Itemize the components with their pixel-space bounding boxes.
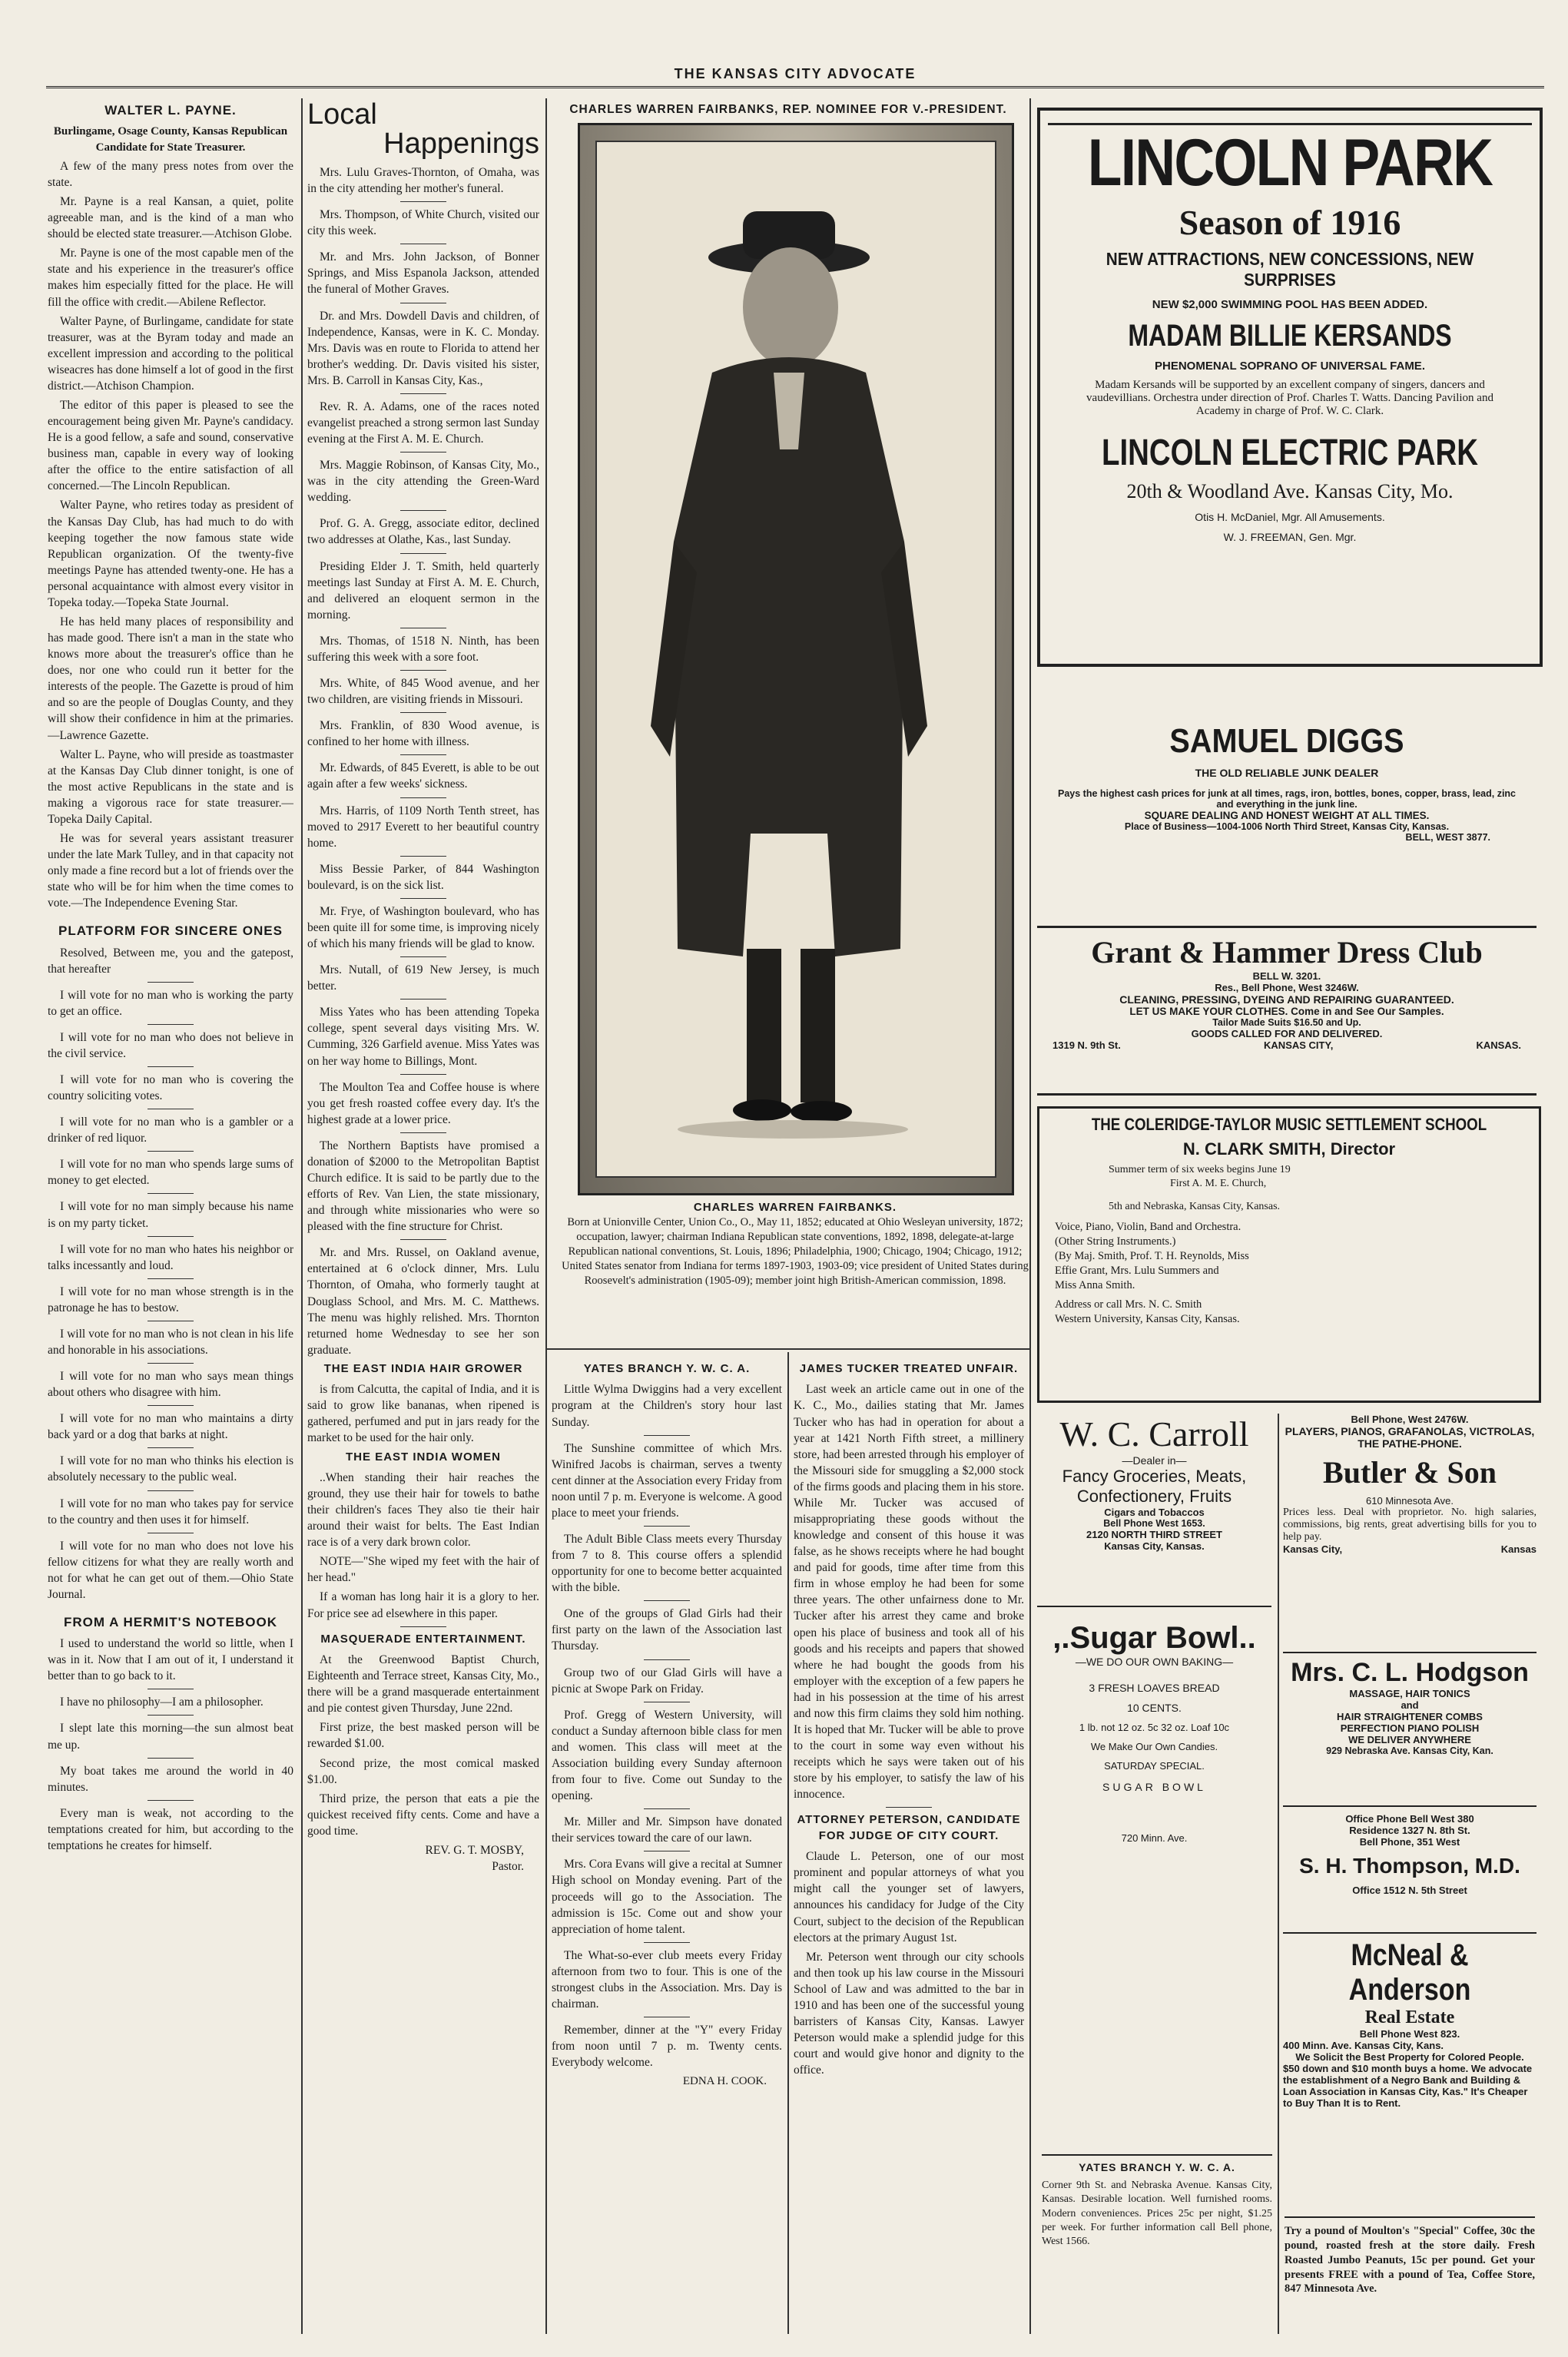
diggs-line2: SQUARE DEALING AND HONEST WEIGHT AT ALL TIMES. (1144, 810, 1430, 821)
music-line: First A. M. E. Church, (1170, 1178, 1267, 1189)
ywca-item: The Sunshine committee of which Mrs. Winifred Jacobs is chairman, serves a twenty cent dinner at the Association every Friday from noon until 7 p. m. Everyone is welcome. A good place to meet your friends. (552, 1441, 782, 1520)
tucker-text: Last week an article came out in one of the K. C., Mo., dailies stating that Mr. James Tucker who has had in operation for about a year at 1421 North Fifth street, a millinery store, had been arrested through his employer of the Missouri side for smuggling a $2,000 stock of the firms goods and placing them in his store. While Mr. Tucker was accused of misappropriating these goods without the knowledge and consent of this house it was false, as he shows receipts where he had bought and paid for goods, time after time from this firm in whose employ he had been for some three years. The other unfairness done to Mr. Tucker after his arrest they came and broke open his place of business and took all of his goods and his receipts and papers that showed where he had bought the goods from his employer with the exception of a few papers he had in his possession at the time of his arrest and now this firm claims they sold him nothing. It is hoped that Mr. Tucker will be able to prove to the court in some way even without his receipts which he says were taken out of his store by his employer, to satisfy the law of his innocence. (794, 1383, 1024, 1802)
music-line: Western University, Kansas City, Kansas. (1055, 1313, 1240, 1325)
peterson-text: Mr. Peterson went through our city schools and then took up his law course in the Missouri School of Law and was admitted to the bar in 1910 and has been one of the successful young barristers of Kansas City, Kansas. Lawyer Peterson would make a splendid judge for this court and would give honor and dignity to the office. (794, 1950, 1024, 2077)
ywca-item: Mr. Miller and Mr. Simpson have donated their services toward the care of our lawn. (552, 1815, 782, 1845)
ad-samuel-diggs (1037, 722, 1537, 914)
women-note: If a woman has long hair it is a glory to her. For price see ad elsewhere in this paper. (307, 1590, 539, 1620)
column-rule (787, 1352, 789, 2334)
masquerade-text: At the Greenwood Baptist Church, Eighteenth and Terrace street, Kansas City, Mo., there will be a grand masquerade entertainment and pie contest given Thursday, June 22nd. (307, 1653, 539, 1716)
column-tucker (794, 1358, 1024, 2334)
local-title-line1: Local (307, 98, 377, 131)
music-line: Address or call Mrs. N. C. Smith (1055, 1298, 1202, 1311)
grant-l2: LET US MAKE YOUR CLOTHES. Come in and See Our Samples. (1129, 1006, 1444, 1017)
grant-name: Grant & Hammer Dress Club (1091, 935, 1483, 970)
local-items (307, 164, 539, 1358)
payne-paragraph: He was for several years assistant treasurer under the late Mark Tulley, and in that capacity not only made a fine record but a lot of friends over the state who will be for him when the time comes to vote.—The Independence Evening Star. (48, 832, 293, 910)
thompson-name: S. H. Thompson, M.D. (1299, 1854, 1520, 1878)
local-item: Mrs. White, of 845 Wood avenue, and her two children, are visiting friends in Missouri. (307, 677, 539, 707)
ad-mcneal (1283, 1932, 1537, 2164)
payne-paragraph: A few of the many press notes from over the state. (48, 159, 293, 189)
hermit-item: I slept late this morning—the sun almost beat me up. (48, 1722, 293, 1752)
carroll-dealer: —Dealer in— (1122, 1454, 1187, 1467)
platform-item: I will vote for no man who is a gambler or a drinker of red liquor. (48, 1116, 293, 1145)
sugar-special: SATURDAY SPECIAL. (1104, 1760, 1205, 1772)
platform-item: Resolved, Between me, you and the gatepost, that hereafter (48, 946, 293, 976)
ad-lincoln-park (1037, 108, 1543, 667)
sugar-loaf: 1 lb. not 12 oz. 5c 32 oz. Loaf 10c (1079, 1722, 1230, 1733)
payne-paragraph: The editor of this paper is pleased to see the encouragement being given Mr. Payne's candidacy. He is a good fellow, a safe and sound, conservative business man, capable in every way of looking after the office to the entire satisfaction of all concerned.—The Lincoln Republican. (48, 398, 293, 493)
platform-item: I will vote for no man who spends large sums of money to get elected. (48, 1158, 293, 1188)
music-line: Voice, Piano, Violin, Band and Orchestra. (1055, 1221, 1241, 1233)
women-headline: THE EAST INDIA WOMEN (346, 1450, 501, 1464)
music-line: Miss Anna Smith. (1055, 1279, 1135, 1291)
local-title-line2: Happenings (383, 128, 539, 160)
hermit-item: Every man is weak, not according to the temptations created for him, but according to the temptations he creates for himself. (48, 1806, 293, 1852)
hodgson-l1: MASSAGE, HAIR TONICS (1349, 1688, 1470, 1699)
butler-text: Prices less. Deal with proprietor. No. high salaries, commissions, big rents, great advertising bills for you to help pay. (1283, 1507, 1537, 1543)
fairbanks-caption (561, 1200, 1029, 1288)
fairbanks-headline: CHARLES WARREN FAIRBANKS, REP. NOMINEE FOR V.-PRESIDENT. (569, 103, 1007, 116)
ywca-signature: EDNA H. COOK. (682, 2075, 767, 2088)
masquerade-text: Third prize, the person that eats a pie the quickest received fifty cents. Come and have a good time. (307, 1792, 539, 1838)
platform-item: I will vote for no man whose strength is in the patronage he has to bestow. (48, 1285, 293, 1314)
platform-item: I will vote for no man who is not clean in his life and honorable in his associations. (48, 1327, 293, 1357)
masquerade-text: First prize, the best masked person will be rewarded $1.00. (307, 1721, 539, 1751)
women-note: NOTE—"She wiped my feet with the hair of her head." (307, 1555, 539, 1585)
lincoln-pool: NEW $2,000 SWIMMING POOL HAS BEEN ADDED. (1152, 298, 1428, 311)
diggs-phone: BELL, WEST 3877. (1405, 832, 1490, 843)
local-item: Miss Yates who has been attending Topeka college, spent several days visiting Mrs. W. Cumming, 326 Garfield avenue. Miss Yates was on her way home to Billings, Mont. (307, 1006, 539, 1068)
sugar-name: ,.Sugar Bowl.. (1053, 1621, 1256, 1655)
caption-title: CHARLES WARREN FAIRBANKS. (693, 1201, 897, 1214)
music-line: Summer term of six weeks begins June 19 (1109, 1164, 1291, 1175)
music-title: THE COLERIDGE-TAYLOR MUSIC SETTLEMENT SCHOOL (1091, 1115, 1487, 1134)
column-ywca (552, 1358, 782, 2334)
thompson-bell: Bell Phone, 351 West (1359, 1836, 1460, 1848)
local-item: Mr. and Mrs. John Jackson, of Bonner Springs, and Miss Espanola Jackson, attended the funeral of Mother Graves. (307, 250, 539, 297)
payne-paragraph: Mr. Payne is one of the most capable men of the state and his experience in the treasurer's office makes him especially fitted for the place. He will fill the office with credit.—Abilene Reflector. (48, 247, 293, 309)
local-item: Mrs. Harris, of 1109 North Tenth street, has moved to 2917 Everett to her beautiful country home. (307, 804, 539, 850)
mcneal-name: McNeal & Anderson (1348, 1938, 1471, 2007)
grant-address-row (1037, 1039, 1537, 1051)
local-happenings-title (307, 100, 539, 158)
local-item: The Northern Baptists have promised a donation of $2000 to the Metropolitan Baptist Church edifice. It is said to be partly due to the efforts of Rev. Van Lien, the state missionary, and through white missionaries who were so pleased with the fine structure for Christ. (307, 1139, 539, 1234)
butler-name: Butler & Son (1323, 1455, 1497, 1490)
grant-city: KANSAS CITY, (1264, 1039, 1334, 1051)
music-line: (By Maj. Smith, Prof. T. H. Reynolds, Miss (1055, 1250, 1249, 1262)
grant-state: KANSAS. (1476, 1039, 1521, 1051)
sugar-candies: We Make Our Own Candies. (1090, 1741, 1218, 1752)
hermit-item: My boat takes me around the world in 40 minutes. (48, 1764, 293, 1794)
ywca-item: Group two of our Glad Girls will have a picnic at Swope Park on Friday. (552, 1666, 782, 1696)
diggs-line3: Place of Business—1004-1006 North Third Street, Kansas City, Kansas. (1124, 821, 1450, 832)
payne-headline: WALTER L. PAYNE. (104, 103, 237, 118)
local-item: Mrs. Nutall, of 619 New Jersey, is much better. (307, 963, 539, 993)
butler-phone: Bell Phone, West 2476W. (1351, 1414, 1469, 1425)
hodgson-l5: WE DELIVER ANYWHERE (1348, 1734, 1471, 1745)
masquerade-signature: REV. G. T. MOSBY, (425, 1843, 524, 1857)
grant-address: 1319 N. 9th St. (1053, 1039, 1121, 1051)
platform-item: I will vote for no man who says mean things about others who disagree with him. (48, 1370, 293, 1400)
butler-state: Kansas (1500, 1543, 1537, 1555)
ywca-item: Little Wylma Dwiggins had a very excellent program at the Children's story hour last Sunday. (552, 1383, 782, 1429)
hodgson-l3: HAIR STRAIGHTENER COMBS (1337, 1711, 1483, 1722)
platform-item: I will vote for no man who does not love his fellow citizens for what they are really worth and not for what he can get out of them.—Ohio State Journal. (48, 1539, 293, 1601)
tucker-headline: JAMES TUCKER TREATED UNFAIR. (799, 1362, 1019, 1375)
local-item: Mr. and Mrs. Russel, on Oakland avenue, entertained at 6 o'clock dinner, Mrs. Lulu Thornton, of Omaha, who formerly taught at Douglass School, and Mrs. M. C. Matthews. The menu was highly relished. Mrs. Thornton returned home Wednesday to see her son graduate. (307, 1246, 539, 1357)
hermit-item: I used to understand the world so little, when I was in it. Now that I am out of it, I understand it better than to go back to it. (48, 1637, 293, 1683)
platform-item: I will vote for no man simply because his name is on my party ticket. (48, 1200, 293, 1230)
ywca-ad-text: Corner 9th St. and Nebraska Avenue. Kansas City, Kansas. Desirable location. Well furnished rooms. Modern conveniences. Prices 25c per night, $1.25 per week. For further information call Bell phone, West 1566. (1042, 2180, 1272, 2247)
payne-paragraph: He has held many places of responsibility and has made good. There isn't a man in the state who knows more about the treasurer's office than he does, nor one who could run it better for the interests of the people. The Gazette is proud of him and so are the people of Douglas County, and they will show their confidence in him at the primaries.—Lawrence Gazette. (48, 615, 293, 742)
masquerade-signature-title: Pastor. (492, 1859, 524, 1873)
sugar-loaves: 3 FRESH LOAVES BREAD (1089, 1682, 1220, 1694)
carroll-name: W. C. Carroll (1059, 1414, 1249, 1454)
local-item: Rev. R. A. Adams, one of the races noted evangelist preached a strong sermon last Sunday evening at the First A. M. E. Church. (307, 399, 539, 446)
local-item: The Moulton Tea and Coffee house is where you get fresh roasted coffee every day. It's the highest grade at a lower price. (307, 1080, 539, 1126)
mcneal-address: 400 Minn. Ave. Kansas City, Kans. (1283, 2040, 1444, 2051)
grant-res: Res., Bell Phone, West 3246W. (1215, 982, 1359, 993)
thompson-address: Office 1512 N. 5th Street (1352, 1885, 1467, 1896)
mcneal-phone: Bell Phone West 823. (1359, 2028, 1460, 2040)
hair-headline: THE EAST INDIA HAIR GROWER (323, 1361, 523, 1375)
hodgson-name: Mrs. C. L. Hodgson (1291, 1658, 1529, 1687)
mcneal-l2: $50 down and $10 month buys a home. We advocate the establishment of a Negro Bank and Building & Loan Association in Kansas City, Kas." It's Cheaper to Buy Than It is to Rent. (1283, 2063, 1533, 2109)
ywca-item: Mrs. Cora Evans will give a recital at Sumner High school on Monday evening. Part of the proceeds will go to the Association. The admission is 15c. Come out and show your appreciation of home talent. (552, 1858, 782, 1936)
masquerade-headline: MASQUERADE ENTERTAINMENT. (320, 1632, 526, 1646)
payne-paragraph: Walter Payne, who retires today as president of the Kansas Day Club, has had much to do with keeping together the now famous state wide Republican organization. Of the twenty-five meetings Payne has attended twenty-one. He has a personal acquaintance with almost every visitor in Topeka today.—Topeka State Journal. (48, 499, 293, 609)
ywca-item: The Adult Bible Class meets every Thursday from 7 to 8. This course offers a splendid opportunity for one to become better acquainted with the bible. (552, 1533, 782, 1595)
ad-butler (1283, 1414, 1537, 1644)
lincoln-park-title: LINCOLN PARK (1087, 126, 1493, 200)
music-director: N. CLARK SMITH, Director (1182, 1139, 1396, 1159)
diggs-line1: Pays the highest cash prices for junk at all times, rags, iron, bottles, bones, copper, brass, lead, zinc and everything in the junk line. (1057, 788, 1516, 810)
payne-paragraph: Mr. Payne is a real Kansan, a quiet, polite agreeable man, and is the kind of a man who should be elected state treasurer.—Atchison Globe. (48, 195, 293, 241)
hodgson-address: 929 Nebraska Ave. Kansas City, Kan. (1326, 1745, 1493, 1756)
ad-music-school (1037, 1106, 1541, 1403)
platform-headline: PLATFORM FOR SINCERE ONES (58, 923, 283, 939)
fairbanks-portrait (597, 142, 995, 1176)
carroll-cigars: Cigars and Tobaccos (1104, 1507, 1205, 1518)
payne-subhead: Burlingame, Osage County, Kansas Republican Candidate for State Treasurer. (53, 125, 288, 154)
ad-grant-hammer (1037, 926, 1537, 1096)
ywca-item: One of the groups of Glad Girls had their first party on the lawn of the Association last Thursday. (552, 1607, 782, 1653)
butler-city-row (1283, 1543, 1537, 1555)
peterson-text: Claude L. Peterson, one of our most prominent and popular attorneys of what you might call the younger set of lawyers, announces his candidacy for Judge of the City Court, subject to the decision of the Republican electors at the primary August 1st. (794, 1850, 1024, 1944)
caption-text: Born at Unionville Center, Union Co., O., May 11, 1852; educated at Ohio Wesleyan university, 1872; occupation, lawyer; chairman Indiana Republican state conventions, 1892, 1898, delegate-at-large Republican national conventions, St. Louis, 1896; Philadelphia, 1900; Chicago, 1904; Chicago, 1912; United States senator from Indiana for terms 1897-1903, 1903-09; vice president of United States during Roosevelt's administration (1905-09); member joint high British-American commission, 1898. (562, 1215, 1029, 1288)
lincoln-madam: MADAM BILLIE KERSANDS (1128, 319, 1452, 353)
column-payne (48, 98, 293, 2334)
column-rule (301, 98, 303, 2334)
music-instruction (1039, 1221, 1539, 1326)
platform-item: I will vote for no man who is covering the country soliciting votes. (48, 1072, 293, 1103)
masthead-title: THE KANSAS CITY ADVOCATE (674, 66, 917, 81)
thompson-office: Office Phone Bell West 380 (1345, 1813, 1474, 1825)
mcneal-sub: Real Estate (1364, 2007, 1455, 2027)
peterson-headline: ATTORNEY PETERSON, CANDIDATE FOR JUDGE OF CITY COURT. (797, 1813, 1021, 1842)
grant-l3: Tailor Made Suits $16.50 and Up. (1212, 1017, 1361, 1028)
lincoln-desc: Madam Kersands will be supported by an excellent company of singers, dancers and vaudevillians. Orchestra under direction of Prof. Charles T. Watts. Dancing Pavilion and Academy in charge of Prof. W. C. Clark. (1086, 379, 1493, 417)
mcneal-l1: We Solicit the Best Property for Colored People. (1295, 2051, 1524, 2063)
music-details (1039, 1164, 1539, 1213)
sugar-address: 720 Minn. Ave. (1121, 1832, 1188, 1844)
hermit-item: I have no philosophy—I am a philosopher. (60, 1696, 264, 1709)
local-item: Mrs. Maggie Robinson, of Kansas City, Mo., was in the city attending the Green-Ward wedding. (307, 459, 539, 505)
hair-text: is from Calcutta, the capital of India, and it is said to grow like bananas, when ripened is gathered, perfumed and put in jars ready for the market to be used for the hair only. (307, 1383, 539, 1445)
carroll-address: 2120 NORTH THIRD STREET (1086, 1529, 1222, 1540)
ywca-items (552, 1381, 782, 2070)
butler-l1: PLAYERS, PIANOS, GRAFANOLAS, VICTROLAS, THE PATHE-PHONE. (1285, 1425, 1535, 1450)
hodgson-l2: and (1401, 1699, 1419, 1711)
diggs-name: SAMUEL DIGGS (1169, 722, 1404, 760)
butler-city: Kansas City, (1283, 1543, 1343, 1555)
local-item: Mr. Edwards, of 845 Everett, is able to be out again after a few weeks' sickness. (307, 761, 539, 791)
lincoln-season: Season of 1916 (1178, 203, 1401, 242)
hodgson-l4: PERFECTION PIANO POLISH (1340, 1722, 1480, 1734)
butler-address: 610 Minnesota Ave. (1366, 1495, 1454, 1507)
thompson-res: Residence 1327 N. 8th St. (1349, 1825, 1470, 1836)
lincoln-soprano: PHENOMENAL SOPRANO OF UNIVERSAL FAME. (1155, 360, 1425, 373)
local-item: Prof. G. A. Gregg, associate editor, declined two addresses at Olathe, Kas., last Sunday. (307, 517, 539, 547)
ywca-item: Remember, dinner at the "Y" every Friday from noon until 7 p. m. Twenty cents. Everybody welcome. (552, 2024, 782, 2070)
platform-item: I will vote for no man who takes pay for service to the country and then uses it for himself. (48, 1497, 293, 1527)
carroll-city: Kansas City, Kansas. (1104, 1540, 1205, 1552)
local-item: Mrs. Thomas, of 1518 N. Ninth, has been suffering this week with a sore foot. (307, 634, 539, 664)
masquerade-text: Second prize, the most comical masked $1.00. (307, 1756, 539, 1786)
sugar-price: 10 CENTS. (1127, 1702, 1182, 1714)
ad-hodgson (1283, 1652, 1537, 1799)
hermit-headline: FROM A HERMIT'S NOTEBOOK (64, 1615, 277, 1630)
music-line: 5th and Nebraska, Kansas City, Kansas. (1109, 1201, 1281, 1212)
column-local (307, 98, 539, 2334)
local-item: Presiding Elder J. T. Smith, held quarterly meetings last Sunday at First A. M. E. Church, and delivered an eloquent sermon in the morning. (307, 559, 539, 622)
local-item: Mrs. Thompson, of White Church, visited our city this week. (307, 208, 539, 238)
section-rule (547, 1348, 1029, 1350)
payne-paragraph: Walter L. Payne, who will preside as toastmaster at the Kansas Day Club dinner tonight, is one of the most active Republicans in the state and is making a vigorous race for state treasurer.—Topeka Daily Capital. (48, 748, 293, 826)
women-text: ..When standing their hair reaches the ground, they use their hair for towels to bathe their children's faces They also tie their hair around their waist for belts. The East Indian race is of a very dark brown color. (307, 1470, 539, 1550)
platform-item: I will vote for no man who thinks his election is absolutely necessary to the public weal. (48, 1454, 293, 1484)
local-item: Mr. Frye, of Washington boulevard, who has been quite ill for some time, is improving nicely of which his many friends will be glad to know. (307, 904, 539, 951)
local-item: Miss Bessie Parker, of 844 Washington boulevard, is on the sick list. (307, 862, 539, 892)
platform-item: I will vote for no man who hates his neighbor or talks incessantly and loud. (48, 1242, 293, 1272)
column-rule (1029, 98, 1031, 2334)
ad-ywca (1042, 2151, 1272, 2249)
music-line: Effie Grant, Mrs. Lulu Summers and (1055, 1265, 1219, 1277)
ad-moulton: Try a pound of Moulton's "Special" Coffee, 30c the pound, roasted fresh at the store daily. Fresh Roasted Jumbo Peanuts, 15c per pound. Get your presents FREE with a pound of Tea, Coffee Store, 847 Minnesota Ave. (1285, 2216, 1535, 2296)
lincoln-electric: LINCOLN ELECTRIC PARK (1102, 433, 1478, 473)
grant-l1: CLEANING, PRESSING, DYEING AND REPAIRING GUARANTEED. (1119, 993, 1454, 1006)
diggs-sub: THE OLD RELIABLE JUNK DEALER (1195, 767, 1379, 779)
masthead (46, 63, 1544, 88)
music-line: (Other String Instruments.) (1055, 1235, 1176, 1248)
ywca-ad-headline: YATES BRANCH Y. W. C. A. (1042, 2154, 1272, 2174)
lincoln-gen-mgr: W. J. FREEMAN, Gen. Mgr. (1223, 531, 1357, 543)
platform-item: I will vote for no man who does not believe in the civil service. (48, 1030, 293, 1060)
lincoln-new: NEW ATTRACTIONS, NEW CONCESSIONS, NEW SURPRISES (1106, 249, 1474, 290)
grant-bell: BELL W. 3201. (1252, 970, 1321, 982)
lincoln-mgr: Otis H. McDaniel, Mgr. All Amusements. (1195, 511, 1385, 523)
carroll-goods: Fancy Groceries, Meats, Confectionery, Fruits (1062, 1467, 1247, 1506)
column-rule (545, 98, 547, 2334)
platform-item: I will vote for no man who maintains a dirty back yard or a dog that barks at night. (48, 1412, 293, 1442)
grant-l4: GOODS CALLED FOR AND DELIVERED. (1191, 1028, 1383, 1039)
fairbanks-photo (578, 123, 1014, 1195)
local-item: Mrs. Lulu Graves-Thornton, of Omaha, was in the city attending her mother's funeral. (307, 166, 539, 196)
ad-carroll (1037, 1414, 1271, 1598)
sugar-bake: —WE DO OUR OWN BAKING— (1075, 1656, 1234, 1668)
ad-sugar-bowl (1037, 1606, 1271, 1822)
local-item: Mrs. Franklin, of 830 Wood avenue, is confined to her home with illness. (307, 719, 539, 749)
ywca-item: The What-so-ever club meets every Friday afternoon from two to four. This is one of the strongest clubs in the Association. Mrs. Day is chairman. (552, 1948, 782, 2011)
ywca-item: Prof. Gregg of Western University, will conduct a Sunday afternoon bible class for men and women. This class will meet at the Association building every Sunday afternoon from four to five. Come out Sunday to the opening. (552, 1708, 782, 1803)
ad-thompson (1283, 1805, 1537, 1926)
lincoln-address: 20th & Woodland Ave. Kansas City, Mo. (1126, 480, 1454, 502)
sugar-name2: SUGAR BOWL (1102, 1781, 1206, 1793)
carroll-phone: Bell Phone West 1653. (1103, 1518, 1205, 1529)
platform-item: I will vote for no man who is working the party to get an office. (48, 988, 293, 1018)
local-item: Dr. and Mrs. Dowdell Davis and children, of Independence, Kansas, were in K. C. Monday. Mrs. Davis was en route to Florida to attend her brother's wedding. Dr. Davis visited his sister, Mrs. B. Carroll in Kansas City, Kas., (307, 309, 539, 387)
ywca-headline: YATES BRANCH Y. W. C. A. (583, 1362, 751, 1375)
column-rule (1278, 1414, 1279, 2334)
payne-paragraph: Walter Payne, of Burlingame, candidate for state treasurer, was at the Byram today and made an excellent impression and according to the political wiseacres has done himself a lot of good in the first district.—Atchison Champion. (48, 314, 293, 393)
